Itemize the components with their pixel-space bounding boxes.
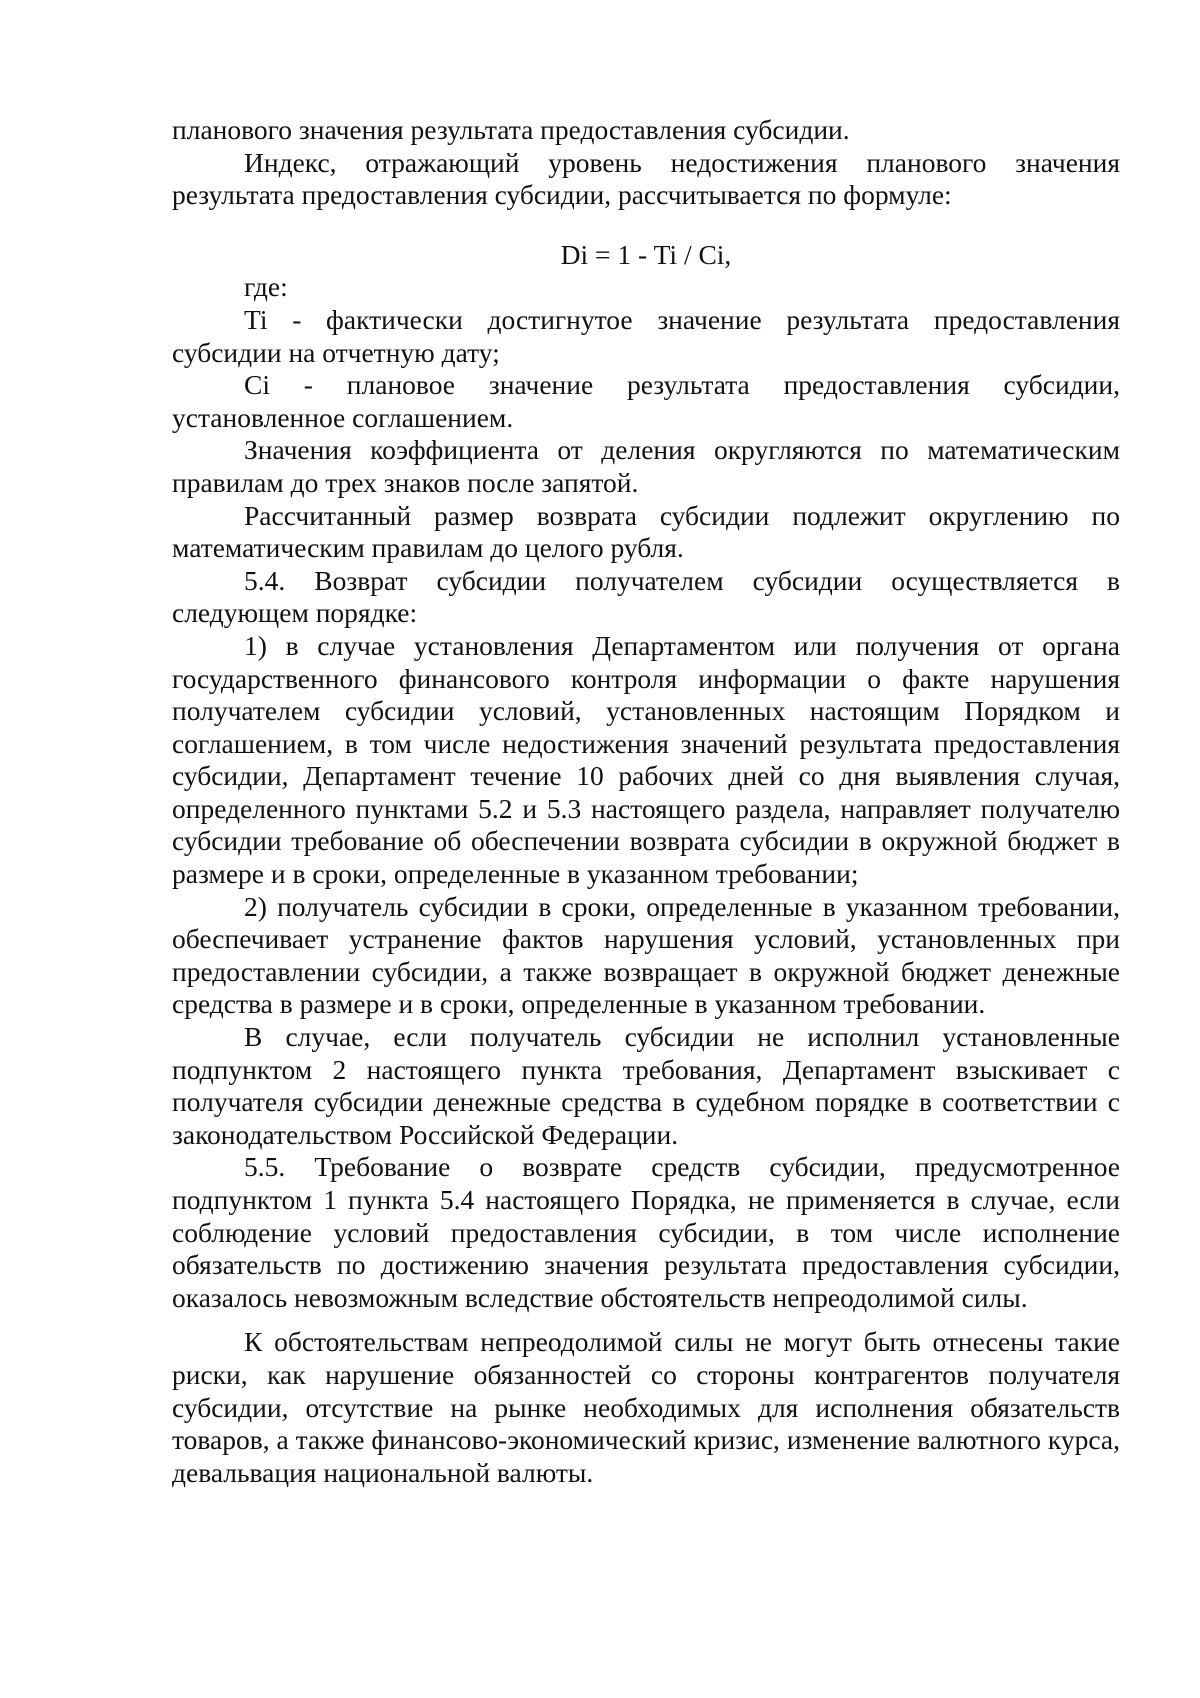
paragraph-rounding-coefficient: Значения коэффициента от деления округляются по математическим правилам до трех знаков после запятой. bbox=[172, 434, 1120, 498]
paragraph-ti-definition: Ti - фактически достигнутое значение результата предоставления субсидии на отчетную дату; bbox=[172, 303, 1120, 368]
paragraph-5-4-item-2: 2) получатель субсидии в сроки, определенные в указанном требовании, обеспечивает устранение фактов нарушения условий, установленных при предоставлении субсидии, а также возвращает в окружной бюджет денежные средства в размере и в сроки, определенные в указанном требовании. bbox=[172, 890, 1120, 1020]
document-body bbox=[172, 114, 1120, 1489]
paragraph-force-majeure: К обстоятельствам непреодолимой силы не могут быть отнесены такие риски, как нарушение обязанностей со стороны контрагентов получателя субсидии, отсутствие на рынке необходимых для исполнения обязательств товаров, а также финансово-экономический кризис, изменение валютного курса, девальвация национальной валюты. bbox=[172, 1326, 1120, 1488]
formula: Di = 1 - Ti / Ci, bbox=[560, 238, 732, 270]
paragraph-rounding-refund: Рассчитанный размер возврата субсидии подлежит округлению по математическим правилам до целого рубля. bbox=[172, 499, 1120, 564]
paragraph-continuation: планового значения результата предоставления субсидии. bbox=[172, 114, 850, 145]
paragraph-5-5: 5.5. Требование о возврате средств субсидии, предусмотренное подпунктом 1 пункта 5.4 настоящего Порядка, не применяется в случае, если соблюдение условий предоставления субсидии, в том числе исполнение обязательств по достижению значения результата предоставления субсидии, оказалось невозможным вследствие обстоятельств непреодолимой силы. bbox=[172, 1151, 1120, 1313]
paragraph-where: где: bbox=[244, 271, 288, 303]
paragraph-5-4-item-1: 1) в случае установления Департаментом или получения от органа государственного финансового контроля информации о факте нарушения получателем субсидии условий, установленных настоящим Порядком и соглашением, в том числе недостижения значений результата предоставления субсидии, Департамент течение 10 рабочих дней со дня выявления случая, определенного пунктами 5.2 и 5.3 настоящего раздела, направляет получателю субсидии требование об обеспечении возврата субсидии в окружной бюджет в размере и в сроки, определенные в указанном требовании; bbox=[172, 629, 1120, 890]
paragraph-5-4: 5.4. Возврат субсидии получателем субсидии осуществляется в следующем порядке: bbox=[172, 564, 1120, 629]
paragraph-ci-definition: Ci - плановое значение результата предоставления субсидии, установленное соглашением. bbox=[172, 369, 1120, 433]
paragraph-index-definition: Индекс, отражающий уровень недостижения планового значения результата предоставления субсидии, рассчитывается по формуле: bbox=[172, 146, 1120, 211]
paragraph-recovery: В случае, если получатель субсидии не исполнил установленные подпунктом 2 настоящего пункта требования, Департамент взыскивает с получателя субсидии денежные средства в судебном порядке в соответствии с законодательством Российской Федерации. bbox=[172, 1021, 1120, 1150]
